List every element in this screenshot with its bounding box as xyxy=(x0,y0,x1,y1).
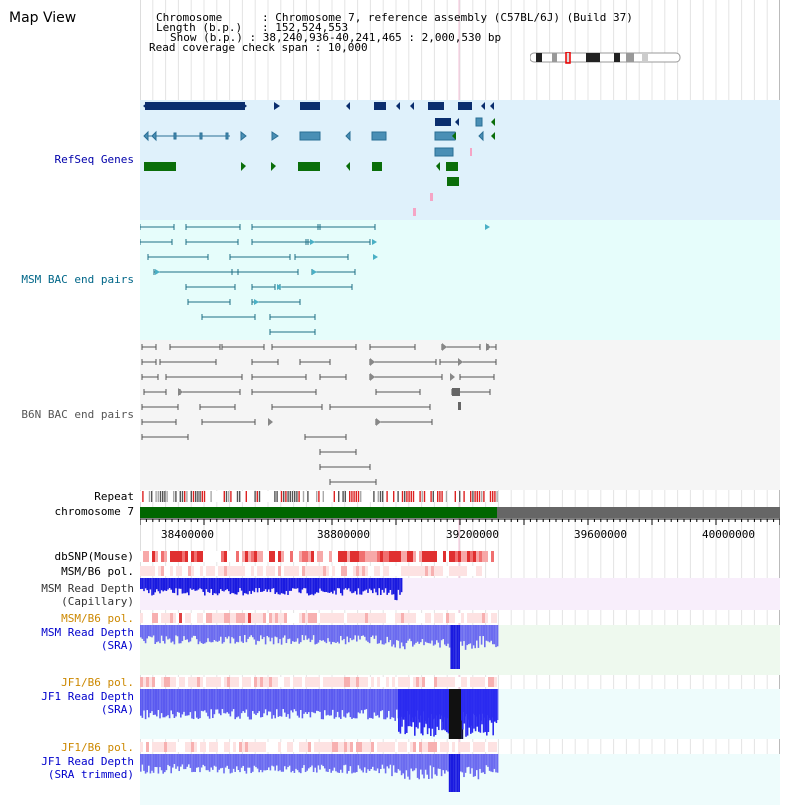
chromosome-uncovered-bar xyxy=(497,507,780,518)
axis-tick-label: 38400000 xyxy=(161,528,214,541)
msm-capillary-depth[interactable] xyxy=(140,578,780,610)
coverage-info: Read coverage check span : 10,000 xyxy=(149,41,368,54)
repeat-track[interactable] xyxy=(140,491,780,503)
chromosome-info: Chromosome : Chromosome 7, reference assembly (C57BL/6J) (Build 37) xyxy=(156,11,633,24)
chromosome-value: Chromosome 7, reference assembly (C57BL/6J) (Build 37) xyxy=(275,11,633,24)
refseq-label: RefSeq Genes xyxy=(54,153,134,166)
msm-b6-pol-label: MSM/B6 pol. xyxy=(61,565,134,578)
jf1-b6-pol-label: JF1/B6 pol. xyxy=(61,676,134,689)
jf1-trimmed-label-2: (SRA trimmed) xyxy=(47,768,134,781)
coverage-value: 10,000 xyxy=(327,41,368,54)
msm-bac-label: MSM BAC end pairs xyxy=(21,273,134,286)
chromosome-ideogram[interactable] xyxy=(530,52,684,64)
axis-tick-label: 39600000 xyxy=(574,528,627,541)
msm-b6-pol-track-2[interactable] xyxy=(140,613,780,624)
chromosome-label: chromosome 7 xyxy=(54,505,134,518)
dbsnp-label: dbSNP(Mouse) xyxy=(54,550,134,563)
chromosome-covered-bar xyxy=(140,507,497,518)
msm-sra-depth[interactable] xyxy=(140,625,780,675)
b6n-bac-end-pairs[interactable] xyxy=(140,340,780,490)
jf1-trimmed-depth[interactable] xyxy=(140,754,780,805)
length-key: Length (b.p.) xyxy=(156,21,243,34)
msm-sra-label-2: (SRA) xyxy=(100,639,134,652)
jf1-sra-label: JF1 Read Depth xyxy=(41,690,134,703)
show-info: Show (b.p.) : 38,240,936-40,241,465 : 2,000,530 bp xyxy=(170,31,502,44)
axis-tick-label: 38800000 xyxy=(317,528,370,541)
jf1-sra-depth[interactable] xyxy=(140,689,780,741)
axis-tick-label: 40000000 xyxy=(702,528,755,541)
show-key: Show (b.p.) xyxy=(170,31,243,44)
msm-capillary-label: MSM Read Depth xyxy=(41,582,134,595)
refseq-genes[interactable] xyxy=(140,100,780,220)
b6n-bac-label: B6N BAC end pairs xyxy=(21,408,134,421)
msm-capillary-label-2: (Capillary) xyxy=(61,595,134,608)
jf1-trimmed-label: JF1 Read Depth xyxy=(41,755,134,768)
repeat-label: Repeat xyxy=(94,490,134,503)
jf1-b6-pol-track[interactable] xyxy=(140,677,780,688)
msm-b6-pol-label-2: MSM/B6 pol. xyxy=(61,612,134,625)
coverage-key: Read coverage check span xyxy=(149,41,308,54)
length-value: 152,524,553 xyxy=(275,21,349,34)
jf1-sra-label-2: (SRA) xyxy=(100,703,134,716)
msm-bac-end-pairs[interactable] xyxy=(140,220,780,340)
axis-tick-label: 39200000 xyxy=(446,528,499,541)
jf1-b6-pol-label-2: JF1/B6 pol. xyxy=(61,741,134,754)
page-title: Map View xyxy=(9,10,77,26)
chromosome-key: Chromosome xyxy=(156,11,223,24)
jf1-b6-pol-track-2[interactable] xyxy=(140,742,780,753)
length-info: Length (b.p.) : 152,524,553 xyxy=(156,21,349,34)
msm-sra-label: MSM Read Depth xyxy=(41,626,134,639)
dbsnp-track[interactable] xyxy=(140,551,780,563)
msm-b6-pol-track[interactable] xyxy=(140,566,780,577)
show-value: 38,240,936-40,241,465 : 2,000,530 bp xyxy=(262,31,502,44)
